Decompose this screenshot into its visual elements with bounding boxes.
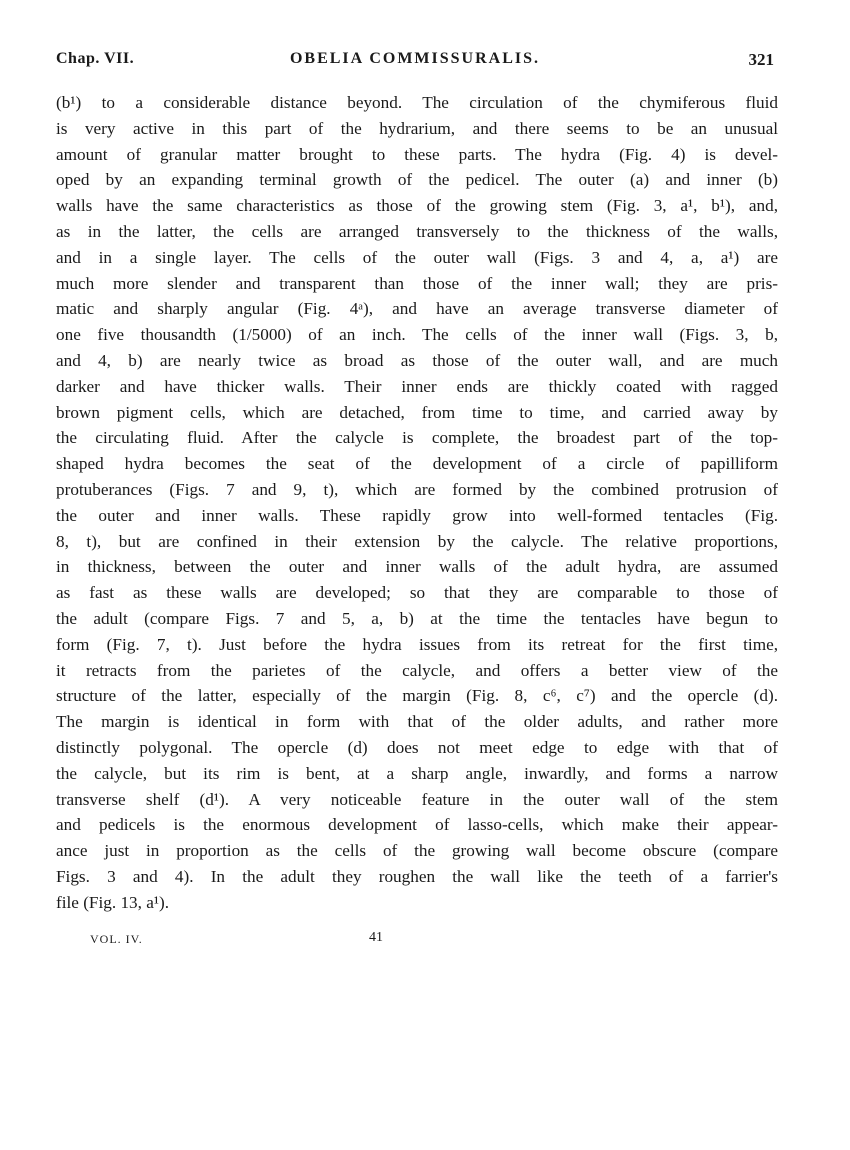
running-title: OBELIA COMMISSURALIS. xyxy=(289,50,541,67)
text-line: much more slender and transparent than those of the inner wall; they are pris- xyxy=(56,273,778,293)
text-line: amount of granular matter brought to these parts. The hydra (Fig. 4) is devel- xyxy=(56,144,778,164)
text-line: walls have the same characteristics as those of the growing stem (Fig. 3, a¹, b¹), and, xyxy=(56,196,778,216)
page-number: 321 xyxy=(748,50,774,69)
signature-mark: 41 xyxy=(369,930,383,945)
text-line: Figs. 3 and 4). In the adult they roughen the wall like the teeth of a farrier's xyxy=(56,866,778,886)
text-line: protuberances (Figs. 7 and 9, t), which are formed by the combined protrusion of xyxy=(56,479,778,499)
text-line: shaped hydra becomes the seat of the development of a circle of papilliform xyxy=(56,454,778,474)
page-footer xyxy=(56,932,774,952)
text-line: The margin is identical in form with that of the older adults, and rather more xyxy=(56,712,778,732)
text-line: darker and have thicker walls. Their inner ends are thickly coated with ragged xyxy=(56,376,778,396)
text-line: and in a single layer. The cells of the outer wall (Figs. 3 and 4, a, a¹) are xyxy=(56,247,778,267)
chapter-label: Chap. VII. xyxy=(56,50,135,67)
text-line: the outer and inner walls. These rapidly grow into well-formed tentacles (Fig. xyxy=(56,505,778,525)
text-line: as fast as these walls are developed; so that they are comparable to those of xyxy=(56,583,778,603)
text-line: file (Fig. 13, a¹). xyxy=(56,892,170,912)
text-line: the adult (compare Figs. 7 and 5, a, b) at the time the tentacles have begun to xyxy=(56,608,778,628)
text-line: (b¹) to a considerable distance beyond. The circulation of the chymiferous fluid xyxy=(56,93,778,112)
text-line: form (Fig. 7, t). Just before the hydra issues from its retreat for the first time, xyxy=(56,634,778,654)
running-header xyxy=(56,50,774,76)
text-line: distinctly polygonal. The opercle (d) does not meet edge to edge with that of xyxy=(56,737,778,757)
text-line: brown pigment cells, which are detached, from time to time, and carried away by xyxy=(56,402,778,422)
text-line: oped by an expanding terminal growth of the pedicel. The outer (a) and inner (b) xyxy=(56,170,778,190)
text-line: the calycle, but its rim is bent, at a sharp angle, inwardly, and forms a narrow xyxy=(56,763,778,783)
text-line: in thickness, between the outer and inner walls of the adult hydra, are assumed xyxy=(56,557,778,577)
text-line: ance just in proportion as the cells of the growing wall become obscure (compare xyxy=(56,841,778,861)
text-line: and pedicels is the enormous development of lasso-cells, which make their appear- xyxy=(56,815,778,835)
text-line: one five thousandth (1/5000) of an inch. The cells of the inner wall (Figs. 3, b, xyxy=(56,325,778,345)
text-line: and 4, b) are nearly twice as broad as those of the outer wall, and are much xyxy=(56,350,778,370)
text-line: the circulating fluid. After the calycle is complete, the broadest part of the top- xyxy=(56,428,778,448)
text-line: matic and sharply angular (Fig. 4ᵃ), and have an average transverse diameter of xyxy=(56,299,778,319)
body-paragraph xyxy=(56,90,778,916)
text-line: as in the latter, the cells are arranged transversely to the thickness of the walls, xyxy=(56,221,778,241)
text-line: is very active in this part of the hydrarium, and there seems to be an unusual xyxy=(56,118,778,138)
volume-label: VOL. IV. xyxy=(90,932,143,946)
text-line: transverse shelf (d¹). A very noticeable feature in the outer wall of the stem xyxy=(56,789,778,809)
text-line: 8, t), but are confined in their extension by the calycle. The relative proportions, xyxy=(56,531,778,551)
text-line: structure of the latter, especially of the margin (Fig. 8, c⁶, c⁷) and the opercle (d). xyxy=(56,686,778,706)
text-line: it retracts from the parietes of the calycle, and offers a better view of the xyxy=(56,660,778,680)
